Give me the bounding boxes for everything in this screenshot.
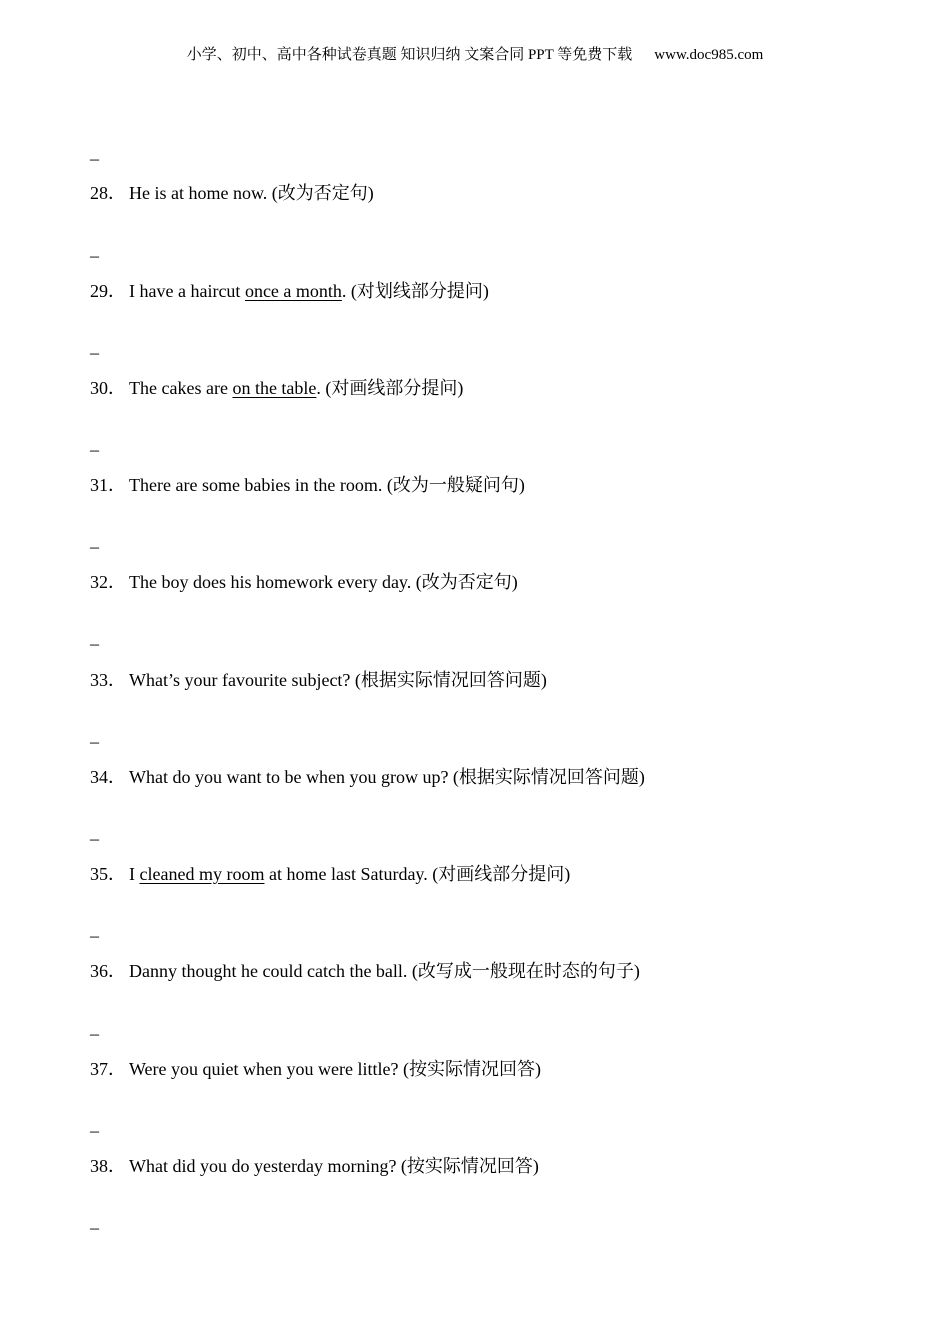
answer-blank: _ <box>90 1017 99 1037</box>
question-32 <box>90 570 518 594</box>
question-34 <box>90 765 645 789</box>
question-instruction: at home last Saturday. (对画线部分提问) <box>264 864 571 884</box>
question-number: 34． <box>90 767 126 787</box>
answer-blank: _ <box>90 336 99 356</box>
question-text: Were you quiet when you were little? (按实际情况回答) <box>129 1059 541 1079</box>
question-38 <box>90 1154 539 1178</box>
question-text: I <box>129 864 140 884</box>
question-text: He is at home now. (改为否定句) <box>129 183 374 203</box>
answer-blank: _ <box>90 627 99 647</box>
answer-blank: _ <box>90 433 99 453</box>
question-text: There are some babies in the room. (改为一般疑问句) <box>129 475 525 495</box>
question-36 <box>90 959 640 983</box>
question-30 <box>90 376 463 400</box>
answer-blank: _ <box>90 1114 99 1134</box>
header-url: www.doc985.com <box>654 47 764 63</box>
question-28 <box>90 181 374 205</box>
question-number: 33． <box>90 670 126 690</box>
answer-blank: _ <box>90 239 99 259</box>
answer-blank: _ <box>90 1211 99 1231</box>
question-text: What do you want to be when you grow up? (根据实际情况回答问题) <box>129 767 645 787</box>
question-29 <box>90 279 489 303</box>
answer-blank: _ <box>90 919 99 939</box>
answer-blank: _ <box>90 530 99 550</box>
question-number: 38． <box>90 1156 126 1176</box>
underlined-phrase: once a month <box>244 281 342 301</box>
question-31 <box>90 473 525 497</box>
underlined-phrase: on the table <box>232 378 317 398</box>
question-text: The boy does his homework every day. (改为否定句) <box>129 572 518 592</box>
question-number: 31． <box>90 475 126 495</box>
question-number: 37． <box>90 1059 126 1079</box>
question-text: Danny thought he could catch the ball. (改写成一般现在时态的句子) <box>129 961 640 981</box>
header-text: 小学、初中、高中各种试卷真题 知识归纳 文案合同 PPT 等免费下载 <box>186 47 633 63</box>
question-35 <box>90 862 570 886</box>
question-number: 28． <box>90 183 126 203</box>
underlined-phrase: cleaned my room <box>139 864 265 884</box>
question-number: 35． <box>90 864 126 884</box>
question-text: What’s your favourite subject? (根据实际情况回答问题) <box>129 670 547 690</box>
question-number: 36． <box>90 961 126 981</box>
question-37 <box>90 1057 541 1081</box>
answer-blank: _ <box>90 822 99 842</box>
answer-blank: _ <box>90 725 99 745</box>
question-text: What did you do yesterday morning? (按实际情况回答) <box>129 1156 539 1176</box>
question-number: 30． <box>90 378 126 398</box>
page-header <box>0 45 950 65</box>
question-text: The cakes are <box>129 378 233 398</box>
answer-blank: _ <box>90 142 99 162</box>
question-instruction: . (对画线部分提问) <box>316 378 464 398</box>
question-instruction: . (对划线部分提问) <box>341 281 489 301</box>
question-number: 29． <box>90 281 126 301</box>
question-number: 32． <box>90 572 126 592</box>
question-text: I have a haircut <box>129 281 245 301</box>
question-33 <box>90 668 547 692</box>
